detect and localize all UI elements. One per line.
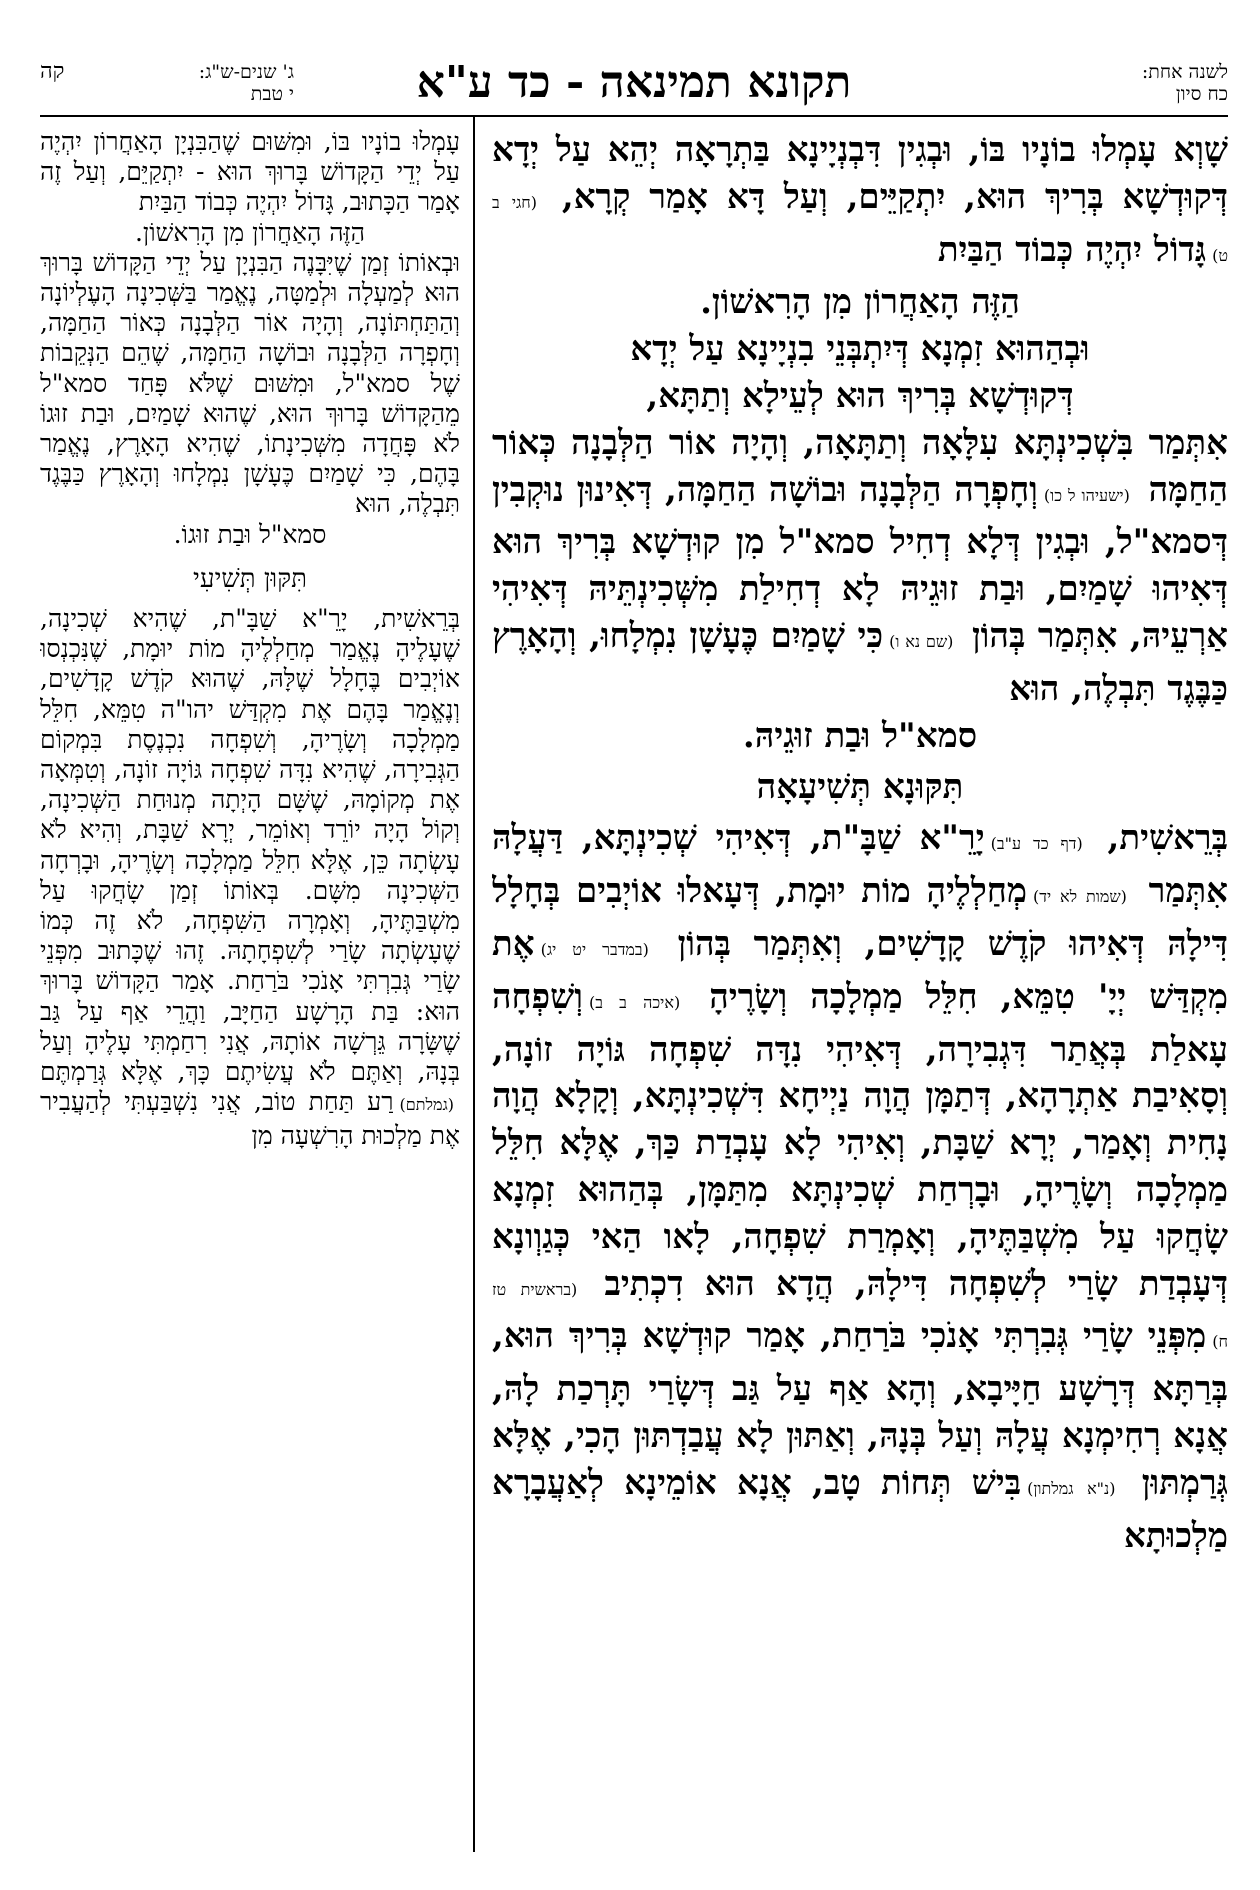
section-heading-main: תִּקּוּנָא תְּשִׁיעָאָה: [756, 767, 964, 808]
main-paragraph-1-last: הַזֶּה הָאַחֲרוֹן מִן הָרִאשׁוֹן.: [700, 282, 1020, 323]
side-paragraph-3: בְּרֵאשִׁית, יָרֵ"א שַׁבָּ"ת, שֶׁהִיא שְׁכִינָה, שֶׁעָלֶיהָ נֶאֱמַר מְחַלְלֶיהָ מוֹת יוּמָת, שֶׁנִּכְנְסוּ אוֹיְבִים בֶּחָלָל שֶׁלָּהּ, שֶׁהוּא קֹדֶשׁ קָדָשִׁים, וְנֶאֱמַר בָּהֶם אֶת מִקְדַּשׁ יהו"ה טִמֵּא, חִלֵּל מַמְלָכָה וְשָׂרֶיהָ, וְשִׁפְחָה נִכְנֶסֶת בִּמְקוֹם הַגְּבִירָה, שֶׁהִיא נִדָּה שִׁפְחָה גּוֹיָה זוֹנָה, וְטִמְּאָה אֶת מְקוֹמָהּ, שֶׁשָּׁם הָיְתָה מְנוּחַת הַשְּׁכִינָה, וְקוֹל הָיָה יוֹרֵד וְאוֹמֵר, יְרָא שַׁבָּת, וְהִיא לֹא עָשְׂתָה כֵּן, אֶלָּא חִלֵּל מַמְלָכָה וְשָׂרֶיהָ, וּבָרְחָה הַשְּׁכִינָה מִשָּׁם. בְּאוֹתוֹ זְמַן שָׂחֲקוּ עַל מִשְׁבַּתֶּיהָ, וְאָמְרָה הַשִּׁפְחָה, לֹא זֶה כְּמוֹ שֶׁעָשְׂתָה שָׂרַי לְשִׁפְחָתָהּ. זֶהוּ שֶׁכָּתוּב מִפְּנֵי שָׂרַי גְּבִרְתִּי אָנֹכִי בֹּרַחַת. אָמַר הַקָּדוֹשׁ בָּרוּךְ הוּא: בַּת הָרָשָׁע הַחַיָּב, וַהֲרֵי אַף עַל גַּב שֶׁשָּׂרָה גֵּרְשָׁה אוֹתָהּ, אֲנִי רִחַמְתִּי עָלֶיהָ וְעַל בְּנָהּ, וְאַתֶּם לֹא עֲשִׂיתֶם כָּךְ, אֶלָּא גְּרַמְתֶּם (גמלתם)רַע תַּחַת טוֹב, אֲנִי נִשְׁבַּעְתִּי לְהַעֲבִיר אֶת מַלְכוּת הָרִשְׁעָה מִן: [40, 604, 460, 1150]
citation: (ישעיהו ל כו): [1043, 485, 1130, 505]
column-divider: [473, 117, 475, 1852]
citation: (נ"א גמלתון): [1027, 1478, 1116, 1498]
main-paragraph-2-b: דְּקוּדְשָׁא בְּרִיךְ הוּא לְעֵילָא וְתַתָּא,: [646, 375, 1074, 416]
main-paragraph-1: שָׁוְא עָמְלוּ בוֹנָיו בּוֹ, וּבְגִין דִּבְנְיָינָא בַּתְרָאָה יְהֵא עַל יְדָא דְּקוּדְשָׁא בְּרִיךְ הוּא, יִתְקַיֵּים, וְעַל דָּא אָמַר קְרָא, (חגי ב ט)גָּדוֹל יִהְיֶה כְּבוֹד הַבַּיִת: [492, 130, 1228, 270]
side-paragraph-2-last: סמא"ל וּבַת זוּגוֹ.: [173, 519, 327, 549]
citation: (שמות לא יד): [1033, 887, 1127, 907]
schedule-three-years: ג' שנים-ש"ג:: [198, 61, 294, 83]
main-paragraph-2-a: וּבְהַהוּא זִמְנָא דְּיִתְבְּנֵי בִנְיָינָא עַל יְדָא: [630, 329, 1090, 370]
side-paragraph-2: וּבְאוֹתוֹ זְמַן שֶׁיִּבָּנֶה הַבִּנְיָן עַל יְדֵי הַקָּדוֹשׁ בָּרוּךְ הוּא לְמַעְלָה וּלְמַטָּה, נֶאֱמַר בַּשְּׁכִינָה הָעֶלְיוֹנָה וְהַתַּחְתּוֹנָה, וְהָיָה אוֹר הַלְּבָנָה כְּאוֹר הַחַמָּה, וְחָפְרָה הַלְּבָנָה וּבוֹשָׁה הַחַמָּה, שֶׁהֵם הַנְּקֵבוֹת שֶׁל סמא"ל, וּמִשּׁוּם שֶׁלֹּא פָּחַד סמא"ל מֵהַקָּדוֹשׁ בָּרוּךְ הוּא, שֶׁהוּא שָׁמַיִם, וּבַת זוּגוֹ לֹא פָּחֲדָה מִשְּׁכִינָתוֹ, שֶׁהִיא הָאָרֶץ, נֶאֱמַר בָּהֶם, כִּי שָׁמַיִם כֶּעָשָׁן נִמְלָחוּ וְהָאָרֶץ כַּבֶּגֶד תִּבְלֶה, הוּא: [40, 247, 460, 519]
schedule-one-year-date: כח סיון: [1175, 83, 1228, 105]
citation: (שם נא ו): [889, 631, 954, 651]
main-paragraph-2-last: סמא"ל וּבַת זוּגֵיהּ.: [742, 715, 978, 756]
citation: (דף כד ע"ב): [990, 834, 1083, 854]
schedule-one-year: לשנה אחת:: [1141, 61, 1228, 83]
section-heading-side: תִּקּוּן תְּשִׁיעִי: [193, 563, 307, 594]
citation: (גמלתם): [399, 1095, 454, 1115]
main-paragraph-3: בְּרֵאשִׁית, (דף כד ע"ב)יָרֵ"א שַׁבָּ"ת, דְּאִיהִי שְׁכִינְתָּא, דַּעֲלָהּ אִתְּמַר (שמות לא יד)מְחַלְלֶיהָ מוֹת יוּמָת, דְּעָאלוּ אוֹיְבִים בְּחָלָל דִּילָהּ דְּאִיהוּ קֹדֶשׁ קָדָשִׁים, וְאִתְּמַר בְּהוֹן (במדבר יט יג)אֶת מִקְדַּשׁ יְיָ' טִמֵּא, חִלֵּל מַמְלָכָה וְשָׂרֶיהָ (איכה ב ב)וְשִׁפְחָה עָאלַת בְּאֲתַר דִּגְבִירָה, דְּאִיהִי נִדָּה שִׁפְחָה גּוֹיָה זוֹנָה, וְסָאִיבַת אַתְרָהָא, דְּתַמָּן הֲוָה נַיְיחָא דִּשְׁכִינְתָּא, וְקָלָא הֲוָה נָחִית וְאָמַר, יְרָא שַׁבָּת, וְאִיהִי לָא עָבְדַת כַּךְ, אֶלָּא חִלֵּל מַמְלָכָה וְשָׂרֶיהָ, וּבָרְחַת שְׁכִינְתָּא מִתַּמָּן, בְּהַהוּא זִמְנָא שָׂחֲקוּ עַל מִשְׁבַּתֶּיהָ, וְאָמְרַת שִׁפְחָה, לָאו הַאי כְּגַוְונָא דְּעָבְדַת שָׂרַי לְשִׁפְחָה דִּילָהּ, הֲדָא הוּא דִכְתִיב (בראשית טז ח)מִפְּנֵי שָׂרַי גְּבִרְתִּי אָנֹכִי בֹּרַחַת, אָמַר קוּדְשָׁא בְּרִיךְ הוּא, בְּרַתָּא דְּרָשָׁע חַיָּיבָא, וְהָא אַף עַל גַּב דְּשָׂרַי תָּרְכַת לָהּ, אֲנָא רְחִימְנָא עֲלָהּ וְעַל בְּנָהּ, וְאַתּוּן לָא עֲבַדְתּוּן הָכִי, אֶלָּא גְּרַמְתּוּן (נ"א גמלתון)בִּישׁ תְּחוֹת טָב, אֲנָא אוֹמֵינָא לְאַעֲבָרָא מַלְכוּתָא: [492, 818, 1228, 1556]
page-title: תקונא תמינאה - כד ע"א: [416, 57, 852, 108]
page: [40, 55, 1228, 1855]
side-paragraph-1-last: הַזֶּה הָאַחֲרוֹן מִן הָרִאשׁוֹן.: [134, 217, 366, 247]
schedule-three-years-date: י טבת: [250, 83, 294, 105]
translation-column: [40, 127, 460, 1857]
page-header: [40, 55, 1228, 117]
citation: (חגי ב ט): [492, 192, 1228, 265]
page-number: קה: [40, 59, 65, 84]
main-paragraph-2: אִתְּמַר בִּשְׁכִינְתָּא עִלָּאָה וְתַתָּאָה, וְהָיָה אוֹר הַלְּבָנָה כְּאוֹר הַחַמָּה (ישעיהו ל כו)וְחָפְרָה הַלְּבָנָה וּבוֹשָׁה הַחַמָּה, דְּאִינוּן נוּקְבִין דְּסמא"ל, וּבְגִין דְּלָא דְחִיל סמא"ל מִן קוּדְשָׁא בְּרִיךְ הוּא דְּאִיהוּ שָׁמַיִם, וּבַת זוּגֵיהּ לָא דְחִילַת מִשְּׁכִינְתֵּיהּ דְּאִיהִי אַרְעֵיהּ, אִתְּמַר בְּהוֹן (שם נא ו)כִּי שָׁמַיִם כֶּעָשָׁן נִמְלָחוּ, וְהָאָרֶץ כַּבֶּגֶד תִּבְלֶה, הוּא: [492, 422, 1228, 709]
citation: (איכה ב ב): [588, 992, 681, 1012]
citation: (בראשית טז ח): [492, 1279, 1228, 1352]
side-paragraph-1: עָמְלוּ בוֹנָיו בּוֹ, וּמִשּׁוּם שֶׁהַבִּנְיָן הָאַחֲרוֹן יִהְיֶה עַל יְדֵי הַקָּדוֹשׁ בָּרוּךְ הוּא - יִתְקַיֵּם, וְעַל זֶה אָמַר הַכָּתוּב, גָּדוֹל יִהְיֶה כְּבוֹד הַבַּיִת: [40, 127, 460, 217]
main-text-column: [492, 127, 1228, 1857]
citation: (במדבר יט יג): [540, 939, 649, 959]
